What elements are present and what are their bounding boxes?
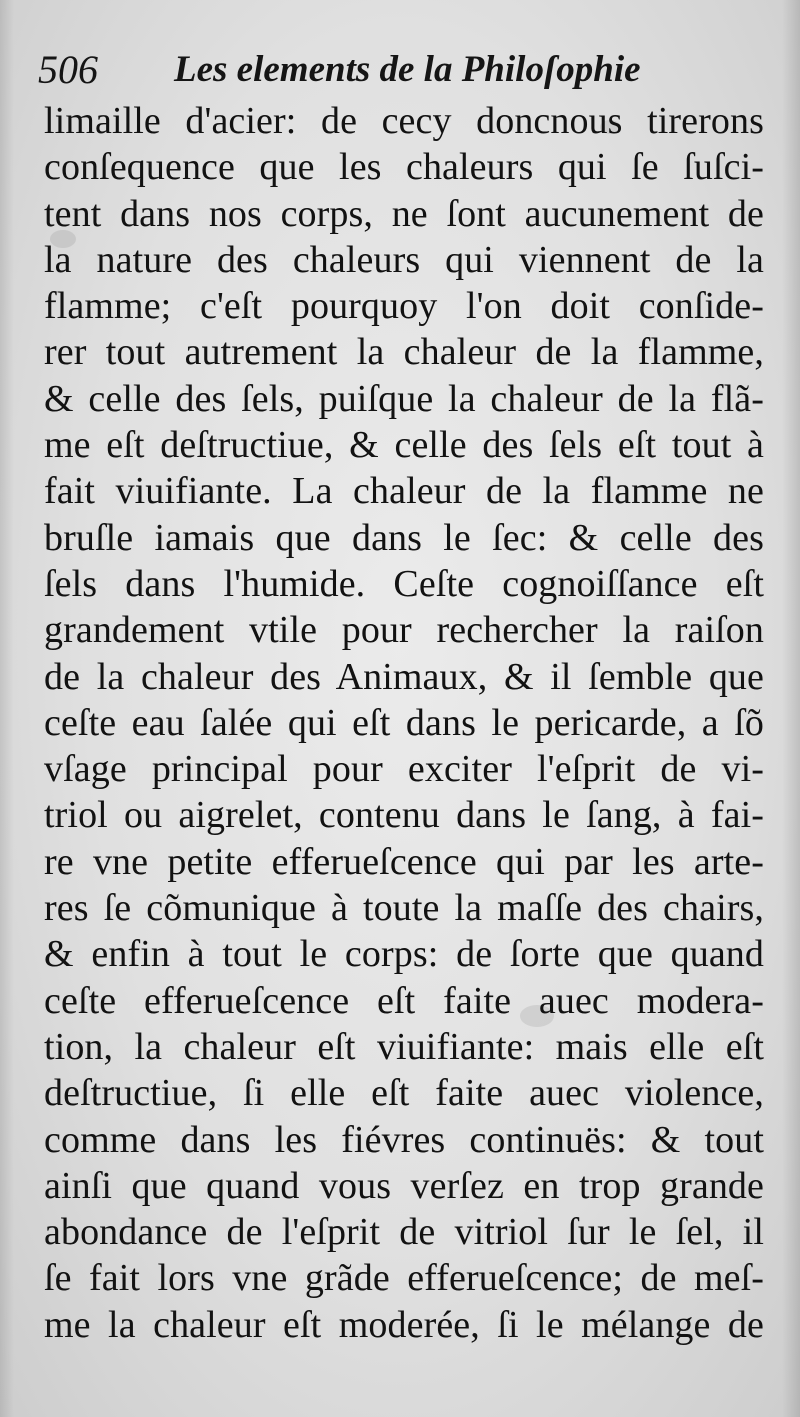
text-line: res ſe cõmunique à toute la maſſe des chairs, [44, 887, 764, 930]
text-line: bruſle iamais que dans le ſec: & celle des [44, 516, 764, 559]
text-line: ainſi que quand vous verſez en trop grande [44, 1164, 764, 1207]
text-line: abondance de l'eſprit de vitriol ſur le ſel, il [44, 1211, 764, 1254]
text-line: conſequence que les chaleurs qui ſe ſuſci- [44, 146, 764, 189]
body-text [44, 98, 764, 1348]
text-line: & celle des ſels, puiſque la chaleur de la flã- [44, 377, 764, 420]
text-line: ſe fait lors vne grãde efferueſcence; de meſ- [44, 1257, 764, 1300]
text-line: la nature des chaleurs qui viennent de la [44, 238, 764, 281]
text-line: fait viuifiante. La chaleur de la flamme ne [44, 470, 764, 513]
text-line: tion, la chaleur eſt viuifiante: mais elle eſt [44, 1025, 764, 1068]
text-line: flamme; c'eſt pourquoy l'on doit conſide- [44, 285, 764, 328]
page-number: 506 [38, 47, 98, 92]
text-line: ceſte eau ſalée qui eſt dans le pericarde, a ſõ [44, 701, 764, 744]
text-line: ceſte efferueſcence eſt faite auec modera- [44, 979, 764, 1022]
text-line: comme dans les fiévres continuës: & tout [44, 1118, 764, 1161]
text-line: rer tout autrement la chaleur de la flamme, [44, 331, 764, 374]
text-line: tent dans nos corps, ne ſont aucunement de [44, 192, 764, 235]
text-line: vſage principal pour exciter l'eſprit de vi- [44, 748, 764, 791]
text-line: grandement vtile pour rechercher la raiſon [44, 609, 764, 652]
page-header [38, 42, 778, 94]
text-line: deſtructiue, ſi elle eſt faite auec violence, [44, 1072, 764, 1115]
text-line: ſels dans l'humide. Ceſte cognoiſſance eſt [44, 562, 764, 605]
text-line: limaille d'acier: de cecy doncnous tirerons [44, 100, 764, 142]
text-line: me eſt deſtructiue, & celle des ſels eſt tout à [44, 424, 764, 467]
page-gutter-shadow [0, 0, 14, 1417]
text-line: de la chaleur des Animaux, & il ſemble que [44, 655, 764, 698]
text-line: re vne petite efferueſcence qui par les arte- [44, 840, 764, 883]
text-line: & enfin à tout le corps: de ſorte que quand [44, 933, 764, 976]
text-line: me la chaleur eſt moderée, ſi le mélange de [44, 1303, 764, 1346]
running-title: Les elements de la Philoſophie [174, 49, 641, 90]
text-line: triol ou aigrelet, contenu dans le ſang, à fai- [44, 794, 764, 837]
page-edge-shadow [782, 0, 800, 1417]
